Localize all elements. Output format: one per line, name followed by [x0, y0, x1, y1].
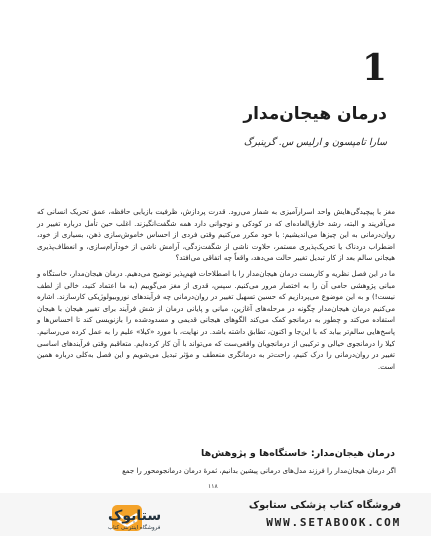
paragraph: مغز با پیچیدگی‌هایش واحد اسرارآمیزی به شمار می‌رود. قدرت پردازش، ظرفیت بازیابی حافظه، عمق تحریک انسانی که می‌آفریند و البته، رشد خارق‌العاده‌ای که در کودکی و نوجوانی دارد همه شگفت‌انگیزند. اغلب حین تأمل درباره تغییر در روان‌درمانی به این چیزها می‌اندیشیم: با خود مکرر می‌کنیم وقتی فردی از احساس خاموش‌سازی ذهن، بسیاری از خود، اضطراب دردناک یا تحریک‌پذیری مستمر، حلاوت ناشی از شگفت‌زدگی، آرامش ناشی از خودآرام‌سازی، و انعطاف‌پذیری هیجانی سالم بعد از کار تبدیل تغییر حالت می‌دهد، واقعاً چه اتفاقی می‌افتد؟	[37, 207, 395, 263]
store-url-link[interactable]: WWW.SETABOOK.COM	[266, 516, 401, 529]
logo-wordmark: ستابوک	[108, 508, 162, 524]
store-title: فروشگاه کتاب پزشکی ستابوک	[248, 500, 401, 511]
logo-subtext: فروشگاه اینترنتی کتاب	[108, 525, 161, 531]
body-text	[37, 206, 395, 372]
paragraph: ما در این فصل نظریه و کاربست درمان هیجان‌مدار را با اصطلاحات فهم‌پذیر توضیح می‌دهیم. درمان هیجان‌مدار، خاستگاه و مبانی پژوهشی حامی آن را به اختصار مرور می‌کنیم. سپس، قدری از مغز می‌گوییم (به ما اعتماد کنید، خالی از لطف نیست!) و به این موضوع می‌پردازیم که حسین تسهیل تغییر در روان‌درمانی چه فرآیندهای نوروبیولوژیکی کارسازند. اشاره می‌کنیم درمان هیجان‌مدار چگونه در مرحله‌های آغازین، میانی و پایانی درمان از شش فرآیند برای تغییر هیجان با هیجان استفاده می‌کند و چطور به درمانجو کمک می‌کند الگوهای هیجانی قدیمی و مسدودشده را بازنویسی کند تا احساس‌ها و پاسخ‌هایی سالم‌تر بیابد که با این‌جا و اکنون، تطابق داشته باشد. در نهایت، با مورد «کیلا» علیم را به عمل کرده می‌رسانیم. کیلا را درمانجوی خیالی و ترکیبی از درمانجویان واقعی‌ست که می‌تواند با آن کار کرده‌ایم. متعاقبم وقتی فرآیندهای اساسی تغییر در روان‌درمانی را درک کنیم، راحت‌تر به درمانگری منعطف و مؤثر تبدیل می‌شویم و این فصل به‌کلی درباره همین است.	[37, 268, 395, 371]
page-number: ۱۱۸	[208, 483, 218, 490]
chapter-title: درمان هیجان‌مدار	[243, 104, 387, 124]
chapter-authors: سارا تامپسون و ارلیس س. گرینبرگ	[243, 137, 387, 148]
chapter-number: 1	[361, 47, 387, 89]
section-heading: درمان هیجان‌مدار: خاستگاه‌ها و پژوهش‌ها	[201, 448, 395, 459]
setabook-logo	[36, 503, 162, 533]
section-first-line: اگر درمان هیجان‌مدار را فرزند مدل‌های درمانی پیشین بدانیم، ثمرهٔ درمان درمانجومحور را جمع‌	[122, 467, 396, 475]
